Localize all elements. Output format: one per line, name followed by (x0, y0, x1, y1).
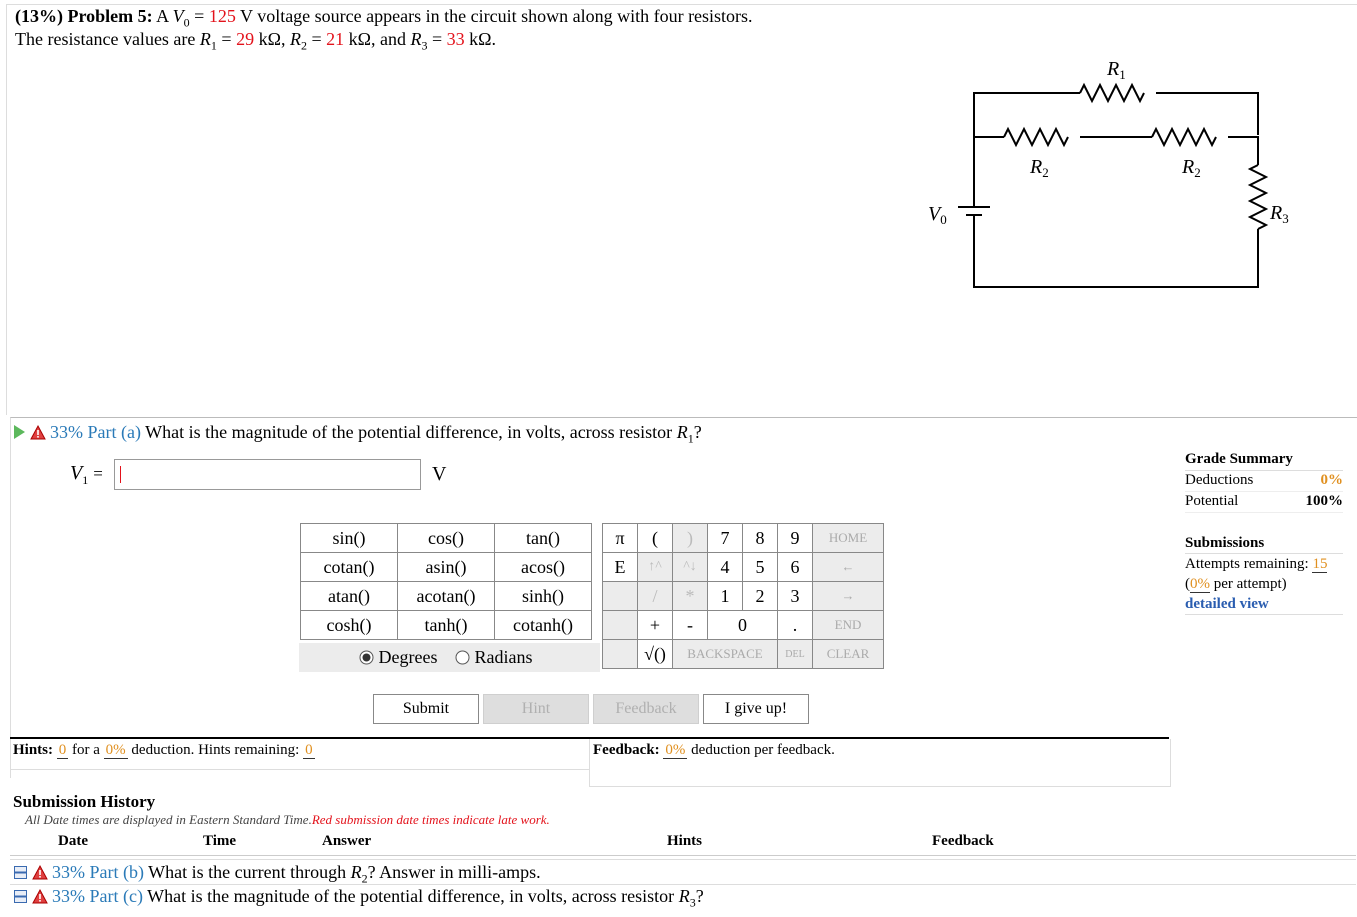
key-cos[interactable]: cos() (398, 524, 495, 553)
submissions-title: Submissions (1185, 533, 1343, 554)
r2-unit: kΩ, and (348, 29, 406, 49)
text-a: A (156, 6, 169, 26)
part-a-qmark: ? (693, 422, 702, 442)
hints-for-a: for a (72, 742, 100, 758)
part-b-header[interactable] (14, 862, 541, 887)
var-symbol: V (70, 462, 83, 484)
detailed-view-link[interactable]: detailed view (1185, 594, 1343, 615)
text-caret (120, 466, 121, 483)
r2-value: 21 (326, 29, 345, 49)
key-left-arrow[interactable]: ← (813, 553, 884, 582)
key-1[interactable]: 1 (708, 582, 743, 611)
var-equals: = (93, 464, 103, 483)
warning-icon (32, 865, 48, 880)
attempts-label: Attempts remaining: (1185, 556, 1309, 572)
answer-unit: V (432, 463, 447, 485)
history-note (25, 812, 550, 828)
key-dot[interactable]: . (778, 611, 813, 640)
degrees-label: Degrees (378, 647, 438, 667)
hints-label: Hints: (13, 742, 54, 758)
potential-row (1185, 492, 1343, 513)
radio-selected-icon[interactable] (359, 650, 374, 665)
open-paren: ( (1185, 576, 1190, 592)
key-end[interactable]: END (813, 611, 884, 640)
key-tan[interactable]: tan() (495, 524, 592, 553)
key-lparen[interactable]: ( (638, 524, 673, 553)
answer-label (70, 462, 103, 488)
part-c-divider (10, 884, 1356, 885)
key-plus[interactable]: + (638, 611, 673, 640)
key-down[interactable]: ^↓ (673, 553, 708, 582)
part-b-divider (10, 859, 1356, 860)
radio-unselected-icon[interactable] (455, 650, 470, 665)
key-atan[interactable]: atan() (301, 582, 398, 611)
key-5[interactable]: 5 (743, 553, 778, 582)
key-acos[interactable]: acos() (495, 553, 592, 582)
part-b-question: What is the current through (148, 862, 347, 882)
top-wire (974, 93, 1080, 95)
v0-sub: 0 (183, 15, 190, 30)
hints-line (13, 742, 315, 759)
v0-label: $V_0$ (928, 203, 947, 227)
r2a-resistor (1004, 129, 1068, 145)
r1-unit: kΩ, (258, 29, 286, 49)
history-header-row (10, 831, 1356, 856)
key-up[interactable]: ↑^ (638, 553, 673, 582)
r1-value: 29 (236, 29, 255, 49)
r1-sub: 1 (210, 38, 217, 53)
deductions-value: 0% (1320, 472, 1343, 488)
submission-history-title: Submission History (13, 792, 156, 811)
col-feedback: Feedback (932, 833, 994, 849)
equals-sign: = (221, 29, 232, 49)
deductions-label: Deductions (1185, 472, 1254, 488)
collapsed-box-icon[interactable] (14, 890, 27, 903)
warning-icon (30, 425, 46, 440)
key-pi[interactable]: π (603, 524, 638, 553)
hints-panel-bottom (10, 769, 589, 770)
hints-deduction: 0% (105, 742, 126, 758)
hints-remaining: 0 (305, 742, 313, 758)
attempts-value: 15 (1312, 556, 1328, 572)
warning-icon (32, 889, 48, 904)
key-e[interactable]: E (603, 553, 638, 582)
problem-text-2: The resistance values are (15, 29, 196, 49)
function-keys (300, 523, 592, 640)
equals-sign: = (194, 6, 205, 26)
key-acotan[interactable]: acotan() (398, 582, 495, 611)
equals-sign: = (311, 29, 322, 49)
feedback-label: Feedback: (593, 742, 660, 758)
key-tanh[interactable]: tanh() (398, 611, 495, 640)
key-blank-2 (603, 611, 638, 640)
key-right-arrow[interactable]: → (813, 582, 884, 611)
part-a-header[interactable] (14, 422, 702, 447)
hints-count: 0 (58, 742, 67, 758)
key-star[interactable]: * (673, 582, 708, 611)
part-b-symbol: R (350, 862, 362, 882)
degrees-option[interactable] (359, 647, 437, 668)
grade-summary-title: Grade Summary (1185, 451, 1343, 471)
attempts-row (1185, 554, 1343, 574)
history-note-red: Red submission date times indicate late work. (311, 812, 550, 827)
answer-input[interactable] (114, 459, 421, 490)
part-c-header[interactable] (14, 886, 704, 911)
radians-label: Radians (474, 647, 533, 667)
per-attempt-pct: 0% (1190, 576, 1210, 592)
problem-line-1 (15, 6, 753, 31)
key-blank-1 (603, 582, 638, 611)
key-cotan[interactable]: cotan() (301, 553, 398, 582)
equals-sign: = (431, 29, 443, 49)
r1-symbol: R (199, 29, 211, 49)
submissions-panel (1185, 533, 1343, 615)
key-sinh[interactable]: sinh() (495, 582, 592, 611)
history-note-text: All Date times are displayed in Eastern Standard Time. (25, 812, 312, 827)
col-date: Date (58, 833, 88, 849)
angle-mode (299, 643, 600, 672)
feedback-button[interactable]: Feedback (593, 694, 699, 724)
r3-unit: kΩ. (469, 29, 497, 49)
key-9[interactable]: 9 (778, 524, 813, 553)
feedback-deduction: 0% (665, 742, 686, 758)
key-del[interactable]: DEL (778, 640, 813, 669)
submit-button[interactable]: Submit (373, 694, 479, 724)
r3-sub: 3 (421, 38, 428, 53)
problem-line-2 (15, 29, 496, 54)
expand-triangle-icon[interactable] (14, 425, 25, 439)
key-3[interactable]: 3 (778, 582, 813, 611)
potential-value: 100% (1305, 493, 1343, 509)
hints-deduction-text: deduction. Hints remaining: (131, 742, 300, 758)
per-attempt-text: per attempt) (1213, 576, 1287, 592)
key-cotanh[interactable]: cotanh() (495, 611, 592, 640)
key-6[interactable]: 6 (778, 553, 813, 582)
r2-sub: 2 (300, 38, 307, 53)
var-sub: 1 (82, 473, 89, 487)
key-7[interactable]: 7 (708, 524, 743, 553)
part-c-sub: 3 (689, 895, 696, 910)
key-asin[interactable]: asin() (398, 553, 495, 582)
part-a-sub: 1 (687, 431, 694, 446)
r3-value: 33 (446, 29, 465, 49)
part-a-question: What is the magnitude of the potential difference, in volts, across resistor (145, 422, 673, 442)
part-c-symbol: R (678, 886, 690, 906)
part-b-percent: 33% Part (b) (52, 862, 144, 882)
r2b-resistor (1152, 129, 1216, 145)
col-hints: Hints (667, 833, 703, 849)
col-answer: Answer (322, 833, 372, 849)
key-2[interactable]: 2 (743, 582, 778, 611)
part-c-end: ? (695, 886, 704, 906)
key-backspace[interactable]: BACKSPACE (673, 640, 778, 669)
hint-button[interactable]: Hint (483, 694, 589, 724)
circuit-diagram (920, 55, 1289, 295)
key-cosh[interactable]: cosh() (301, 611, 398, 640)
r2a-label: $R_2$ (1030, 156, 1049, 180)
key-blank-3 (603, 640, 638, 669)
r2-symbol: R (289, 29, 301, 49)
give-up-button[interactable]: I give up! (703, 694, 809, 724)
key-sqrt[interactable]: √() (638, 640, 673, 669)
key-home[interactable]: HOME (813, 524, 884, 553)
r3-label: $R_3$ (1270, 202, 1289, 226)
r1-resistor (1080, 85, 1144, 101)
key-0[interactable]: 0 (708, 611, 778, 640)
potential-label: Potential (1185, 493, 1239, 509)
problem-title: (13%) Problem 5: (15, 6, 153, 26)
key-8[interactable]: 8 (743, 524, 778, 553)
v0-symbol: V (172, 6, 184, 26)
problem-text-1: V voltage source appears in the circuit shown along with four resistors. (240, 6, 753, 26)
feedback-text: deduction per feedback. (691, 742, 835, 758)
feedback-line (593, 742, 835, 759)
key-minus[interactable]: - (673, 611, 708, 640)
key-slash[interactable]: / (638, 582, 673, 611)
key-rparen[interactable]: ) (673, 524, 708, 553)
deductions-row (1185, 471, 1343, 492)
part-c-question: What is the magnitude of the potential difference, in volts, across resistor (147, 886, 675, 906)
v0-value: 125 (208, 6, 236, 26)
part-b-sub: 2 (361, 871, 368, 886)
key-sin[interactable]: sin() (301, 524, 398, 553)
part-c-percent: 33% Part (c) (52, 886, 143, 906)
per-attempt-row (1185, 574, 1343, 594)
key-4[interactable]: 4 (708, 553, 743, 582)
key-clear[interactable]: CLEAR (813, 640, 884, 669)
col-time: Time (203, 833, 237, 849)
r1-label: $R_1$ (1107, 58, 1126, 82)
r2b-label: $R_2$ (1182, 156, 1201, 180)
part-b-end: ? Answer in milli-amps. (367, 862, 541, 882)
part-a-symbol: R (676, 422, 688, 442)
keypad (602, 523, 884, 669)
radians-option[interactable] (455, 647, 533, 668)
part-a-percent: 33% Part (a) (50, 422, 141, 442)
grade-summary (1185, 451, 1343, 513)
collapsed-box-icon[interactable] (14, 866, 27, 879)
r3-symbol: R (410, 29, 422, 49)
